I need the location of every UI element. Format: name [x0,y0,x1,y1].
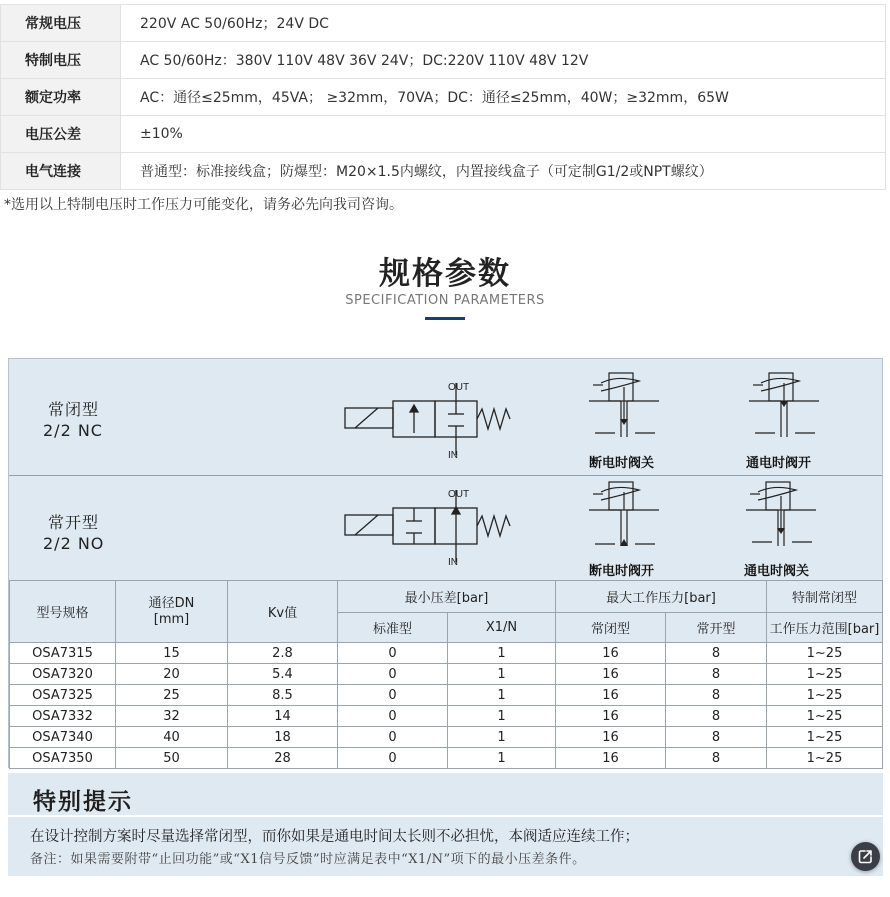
nc-valve-symbol-icon [342,379,512,461]
header-min-dp: 最小压差[bar] [338,581,556,613]
notice-divider [8,815,883,817]
cell-model: OSA7340 [10,727,116,748]
cell-max-wp-closed: 16 [556,685,666,706]
no-port-out: OUT [448,489,470,500]
cell-min-dp-std: 0 [338,706,448,727]
cell-model: OSA7320 [10,664,116,685]
header-dn-text: 通径DN [mm] [148,595,195,627]
cell-kv: 8.5 [228,685,338,706]
row-key: 额定功率 [1,79,121,116]
section-subtitle: SPECIFICATION PARAMETERS [345,293,545,308]
nc-type-label [43,399,103,441]
row-key: 电压公差 [1,116,121,153]
cell-model: OSA7332 [10,706,116,727]
cell-pressure-range: 1~25 [767,643,883,664]
no-type-label [43,512,104,554]
cell-kv: 2.8 [228,643,338,664]
row-value: AC 50/60Hz：380V 110V 48V 36V 24V；DC:220V 110V 48V 12V [121,42,886,79]
nc-port-out: OUT [448,382,470,393]
cell-min-dp-std: 0 [338,664,448,685]
nc-type-name: 常闭型 [48,400,100,419]
title-underline [425,317,465,320]
cell-max-wp-open: 8 [666,664,767,685]
header-special-nc: 特制常闭型 [767,581,883,613]
cell-model: OSA7325 [10,685,116,706]
header-x1n: X1/N [448,613,556,643]
nc-on-section-icon [747,371,833,451]
nc-caption-on: 通电时阀开 [746,456,812,471]
header-max-wp: 最大工作压力[bar] [556,581,767,613]
cell-dn: 32 [116,706,228,727]
row-value: ±10% [121,116,886,153]
notice-box [8,773,883,876]
cell-max-wp-open: 8 [666,643,767,664]
row-key: 常规电压 [1,5,121,42]
nc-off-section-icon [587,371,673,451]
section-title: 规格参数 [379,256,511,292]
cell-min-dp-x1n: 1 [448,643,556,664]
cell-max-wp-open: 8 [666,727,767,748]
spec-table [9,580,883,769]
cell-max-wp-closed: 16 [556,727,666,748]
cell-kv: 5.4 [228,664,338,685]
no-type-code: 2/2 NO [43,534,105,553]
electrical-spec-table [0,4,886,190]
table-row [10,706,883,727]
cell-max-wp-closed: 16 [556,748,666,769]
notice-title: 特别提示 [33,789,133,815]
header-std: 标准型 [338,613,448,643]
header-model: 型号规格 [10,581,116,643]
cell-model: OSA7315 [10,643,116,664]
cell-dn: 25 [116,685,228,706]
spec-panel [8,358,883,768]
cell-dn: 50 [116,748,228,769]
cell-min-dp-x1n: 1 [448,727,556,748]
cell-dn: 15 [116,643,228,664]
cell-min-dp-x1n: 1 [448,664,556,685]
cell-min-dp-x1n: 1 [448,748,556,769]
cell-dn: 40 [116,727,228,748]
header-range: 工作压力范围[bar] [767,613,883,643]
table-row [10,748,883,769]
nc-caption-off: 断电时阀关 [589,456,655,471]
no-type-name: 常开型 [48,513,100,532]
cell-model: OSA7350 [10,748,116,769]
cell-max-wp-closed: 16 [556,706,666,727]
no-port-in: IN [448,557,458,568]
cell-kv: 28 [228,748,338,769]
cell-dn: 20 [116,664,228,685]
cell-max-wp-closed: 16 [556,664,666,685]
no-on-section-icon [744,480,830,560]
cell-pressure-range: 1~25 [767,664,883,685]
share-edit-icon [851,842,880,871]
no-valve-symbol-icon [342,486,512,568]
cell-max-wp-closed: 16 [556,643,666,664]
table-row [1,116,886,153]
cell-kv: 18 [228,727,338,748]
cell-max-wp-open: 8 [666,748,767,769]
cell-min-dp-x1n: 1 [448,685,556,706]
cell-pressure-range: 1~25 [767,748,883,769]
cell-min-dp-std: 0 [338,685,448,706]
no-caption-on: 通电时阀关 [744,564,810,579]
row-value: 普通型：标准接线盒；防爆型：M20×1.5内螺纹，内置接线盒子（可定制G1/2或NPT螺纹） [121,153,886,190]
table-row [1,153,886,190]
cell-min-dp-std: 0 [338,727,448,748]
notice-text: 在设计控制方案时尽量选择常闭型，而你如果是通电时间太长则不必担忧，本阀适应连续工作； [30,829,639,845]
special-voltage-note: *选用以上特制电压时工作压力可能变化，请务必先向我司咨询。 [4,197,403,213]
cell-max-wp-open: 8 [666,706,767,727]
table-row [1,5,886,42]
table-row [1,42,886,79]
cell-min-dp-x1n: 1 [448,706,556,727]
cell-pressure-range: 1~25 [767,706,883,727]
row-value: 220V AC 50/60Hz；24V DC [121,5,886,42]
header-kv: Kv值 [228,581,338,643]
header-dn [116,581,228,643]
cell-min-dp-std: 0 [338,748,448,769]
cell-pressure-range: 1~25 [767,727,883,748]
row-key: 特制电压 [1,42,121,79]
row-value: AC：通径≤25mm，45VA； ≥32mm，70VA；DC：通径≤25mm，40W；≥32mm，65W [121,79,886,116]
cell-max-wp-open: 8 [666,685,767,706]
nc-port-in: IN [448,450,458,461]
row-key: 电气连接 [1,153,121,190]
table-row [10,727,883,748]
table-row [10,664,883,685]
cell-kv: 14 [228,706,338,727]
no-caption-off: 断电时阀开 [589,564,655,579]
header-closed: 常闭型 [556,613,666,643]
share-button[interactable] [851,842,880,871]
cell-pressure-range: 1~25 [767,685,883,706]
table-row [10,643,883,664]
no-off-section-icon [587,480,673,560]
panel-divider [9,475,882,476]
table-row [1,79,886,116]
cell-min-dp-std: 0 [338,643,448,664]
header-open: 常开型 [666,613,767,643]
notice-remark: 备注：如果需要附带“止回功能”或“X1信号反馈”时应满足表中“X1/N”项下的最小压差条件。 [30,852,586,867]
nc-type-code: 2/2 NC [43,421,103,440]
table-row [10,685,883,706]
